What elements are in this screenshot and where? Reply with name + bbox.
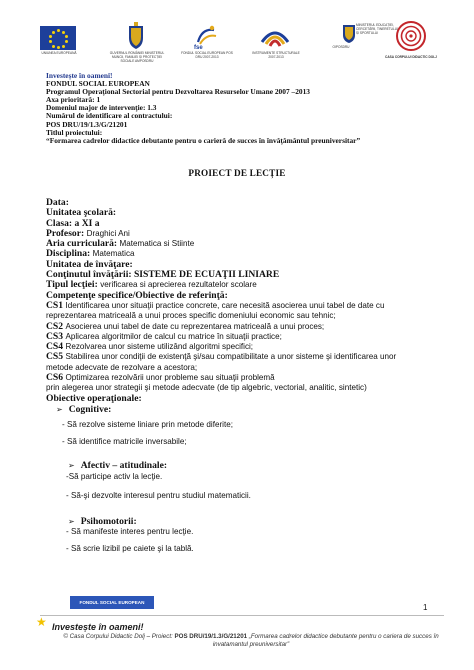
header-domain: Domeniul major de intervenţie: 1.3 <box>46 103 157 113</box>
objective-heading: Psihomotorii: <box>80 515 137 527</box>
content-field: Conţinutul învăţării: SISTEME DE ECUAŢII LINIARE <box>46 269 280 281</box>
type-field: Tipul lecţiei: verificarea si aprecierea rezultatelor scolare <box>46 279 257 291</box>
lesson-body <box>46 198 456 554</box>
footer-divider <box>40 615 444 616</box>
school-label: Unitatea şcolară: <box>46 207 117 219</box>
project-header <box>46 72 446 145</box>
objective-heading: Afectiv – atitudinale: <box>80 460 168 472</box>
is-caption: INSTRUMENTE STRUCTURALE 2007-2013 <box>252 51 300 59</box>
unit-label: Unitatea de învăţare: <box>46 258 133 270</box>
footer-slogan: Investește în oameni! <box>52 622 144 632</box>
teacher-field: Profesor: Draghici Ani <box>46 227 130 239</box>
oiposdru-caption: OIPOSDRU <box>332 45 350 49</box>
objective-item: -Să participe activ la lecţie. <box>66 471 163 481</box>
objective-item: - Să-şi dezvolte interesul pentru studiul matematicii. <box>66 490 251 500</box>
header-program: Programul Operaţional Sectorial pentru Dezvoltarea Resurselor Umane 2007 –2013 <box>46 87 310 97</box>
ministry-crest-logo <box>342 22 356 44</box>
objective-group-psychomotor <box>46 517 456 554</box>
class-value: a XI a <box>74 217 100 229</box>
structural-instruments-logo <box>260 24 290 50</box>
competence-item: CS1 Identificarea unor situaţii practice concrete, care necesită asocierea unui tabel de date cu <box>46 299 385 311</box>
arrow-bullet-icon: ➢ <box>68 516 75 526</box>
arrow-bullet-icon: ➢ <box>68 461 75 471</box>
svg-text:fse: fse <box>194 45 203 50</box>
type-value: verificarea si aprecierea rezultatelor scolare <box>100 280 257 290</box>
header-contract-id: POS DRU/19/1.3/G/21201 <box>46 119 128 129</box>
page-number: 1 <box>423 603 428 612</box>
discipline-value: Matematica <box>92 249 135 259</box>
date-label: Data: <box>46 197 69 208</box>
ccd-dolj-logo <box>394 20 428 54</box>
objective-item: - Să identifice matricile inversabile; <box>62 437 187 447</box>
eu-flag-logo <box>40 26 76 50</box>
competence-item: CS2 Asocierea unui tabel de date cu reprezentarea matriceală a unui proces; <box>46 320 325 332</box>
competence-item: CS4 Rezolvarea unor sisteme utilizând algoritmi specifici; <box>46 341 254 353</box>
discipline-field: Disciplina: Matematica <box>46 248 135 260</box>
fse-caption: FONDUL SOCIAL EUROPEAN POS DRU 2007-2013 <box>181 51 233 59</box>
ministry-caption: MINISTERUL EDUCAȚIEI, CERCETĂRII, TINERETULUI ȘI SPORTULUI <box>356 23 398 35</box>
content-value: SISTEME DE ECUAŢII LINIARE <box>133 269 280 281</box>
logo-strip <box>40 20 450 70</box>
header-contract-label: Numărul de identificare al contractului: <box>46 111 173 121</box>
header-axis: Axa prioritară: 1 <box>46 95 101 105</box>
footer-credit: © Casa Corpului Didactic Dolj – Proiect: POS DRU/19/1.3/G/21201 „Formarea cadrelor didactice debutante pentru o cariera de succes în invatamantul preuniversitar” <box>63 633 439 648</box>
objective-item: - Să rezolve sisteme liniare prin metode diferite; <box>62 420 233 430</box>
header-project-label: Titlul proiectului: <box>46 127 103 137</box>
star-icon: ★ <box>36 615 47 629</box>
ccd-caption: CASA CORPULUI DIDACTIC DOLJ <box>385 55 437 59</box>
romania-crest-logo <box>126 22 146 50</box>
competence-continuation: reprezentarea matriceală a unui proces specific domeniului economic sau tehnic; <box>46 311 336 321</box>
competence-item: CS5 Stabilirea unor condiţii de existenţă şi/sau compatibilitate a unor sisteme şi identificarea unor <box>46 351 397 363</box>
gov-caption: GUVERNUL ROMÂNIEI MINISTERUL MUNCII, FAMILIEI ȘI PROTECȚIEI SOCIALE AMPOSDRU <box>109 51 165 63</box>
competence-continuation: metode adecvate de rezolvare a acestora; <box>46 362 198 372</box>
class-field: Clasa: a XI a <box>46 217 100 229</box>
eu-caption: UNIUNEA EUROPEANĂ <box>41 51 77 55</box>
header-slogan: Investește în oameni! <box>46 71 113 80</box>
header-project-title: “Formarea cadrelor didactice debutante pentru o carieră de succes în învăţământul preuniversitar” <box>46 135 361 145</box>
document-title: PROIECT DE LECȚIE <box>188 168 286 178</box>
objective-group-cognitive <box>46 405 456 447</box>
fse-logo <box>192 22 220 50</box>
area-value: Matematica si Stiinte <box>119 239 195 249</box>
competences-label: Competenţe specifice/Obiective de referinţă: <box>46 289 228 301</box>
objective-heading: Cognitive: <box>68 403 112 415</box>
objective-group-affective <box>46 461 456 500</box>
area-field: Aria curriculară: Matematica si Stiinte <box>46 238 195 250</box>
competence-continuation: prin alegerea unor strategii şi metode adecvate (de tip algebric, vectorial, analitic, sintetic) <box>46 383 367 393</box>
competence-item: CS6 Optimizarea rezolvării unor probleme sau situaţii problemă <box>46 372 275 384</box>
fse-footer-banner: FONDUL SOCIAL EUROPEAN <box>70 596 154 609</box>
competence-item: CS3 Aplicarea algoritmilor de calcul cu matrice în situaţii practice; <box>46 330 282 342</box>
objectives-label: Obiective operaţionale: <box>46 392 142 404</box>
objective-item: - Să manifeste interes pentru lecţie. <box>66 526 194 536</box>
arrow-bullet-icon: ➢ <box>56 404 63 414</box>
teacher-value: Draghici Ani <box>86 228 130 238</box>
competence-list <box>46 301 456 394</box>
header-fund: FONDUL SOCIAL EUROPEAN <box>46 79 150 89</box>
objective-item: - Să scrie lizibil pe caiete şi la tablă. <box>66 543 194 553</box>
